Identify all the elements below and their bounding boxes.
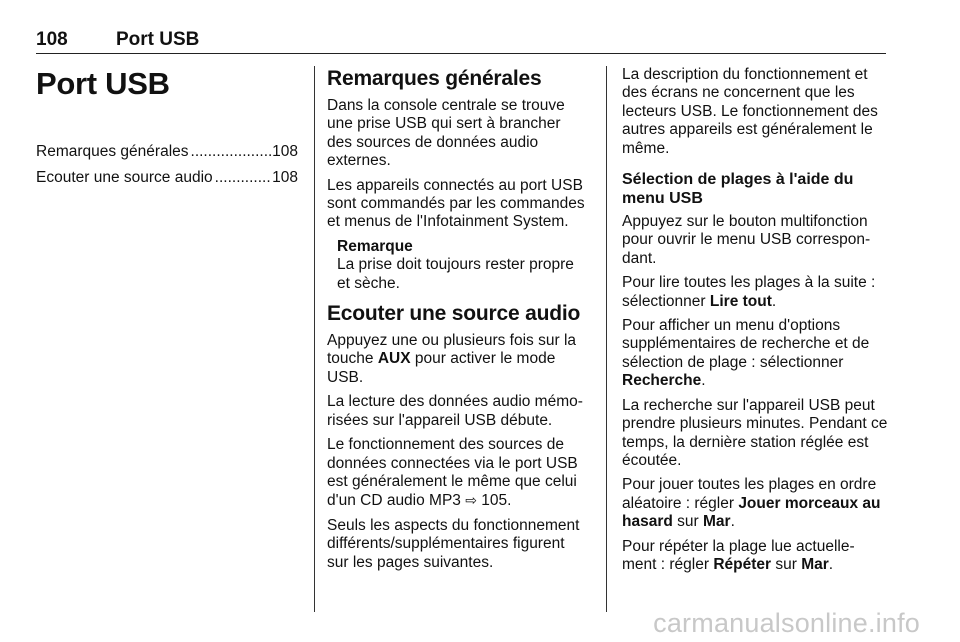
paragraph: Pour jouer toutes les plages en ordre aléatoire : régler Jouer morceaux au hasard sur Mar.: [622, 476, 881, 531]
paragraph: La lecture des données audio mémo- risées sur l'appareil USB débute.: [327, 393, 583, 429]
paragraph: La description du fonctionnement et des écrans ne concernent que les lecteurs USB. Le fonctionnement des autres appareils est généralement le même.: [622, 66, 878, 157]
toc-entry-label: Ecouter une source audio: [36, 169, 213, 186]
column-middle: [327, 66, 589, 578]
toc-entry-page: 108: [272, 169, 298, 186]
page-reference-arrow-icon: ⇨: [465, 492, 477, 509]
paragraph: Seuls les aspects du fonctionnement différents/supplémentaires figurent sur les pages suivantes.: [327, 516, 580, 571]
section-heading-general-remarks: Remarques générales: [327, 67, 542, 90]
paragraph: Appuyez une ou plusieurs fois sur la touche AUX pour activer le mode USB.: [327, 332, 577, 386]
column-divider-1: [314, 66, 315, 612]
toc-entry-general-remarks[interactable]: [36, 142, 298, 161]
page-header: [36, 27, 886, 54]
note-label: Remarque: [337, 237, 413, 255]
column-contents: [36, 66, 298, 194]
aux-key-label: AUX: [377, 350, 411, 368]
toc-entry-page: 108: [272, 143, 298, 160]
column-right: [622, 66, 888, 580]
page-number: 108: [36, 29, 68, 50]
paragraph: Pour lire toutes les plages à la suite : sélectionner Lire tout.: [622, 274, 876, 310]
toc-entry-listen-audio[interactable]: [36, 168, 298, 187]
watermark: carmanualsonline.info: [653, 608, 920, 638]
note-box: [327, 238, 589, 293]
paragraph: Les appareils connectés au port USB sont commandés par les commandes et menus de l'Infotainment System.: [327, 176, 585, 231]
section-heading-listen-audio: Ecouter une source audio: [327, 302, 581, 326]
column-divider-2: [606, 66, 607, 612]
header-title: Port USB: [116, 29, 200, 50]
paragraph: Pour afficher un menu d'options supplémentaires de recherche et de sélection de plage : sélectionner Recherche.: [622, 317, 870, 390]
note-text: La prise doit toujours rester propre et sèche.: [337, 256, 574, 292]
paragraph: Le fonctionnement des sources de données connectées via le port USB est généralement le même que celui d'un CD audio MP3 ⇨ 105.: [327, 436, 578, 510]
paragraph: Appuyez sur le bouton multifonction pour ouvrir le menu USB correspon- dant.: [622, 213, 871, 267]
paragraph: Dans la console centrale se trouve une prise USB qui sert à brancher des sources de données audio externes.: [327, 97, 565, 170]
chapter-title: Port USB: [36, 66, 170, 101]
subheading-track-selection: Sélection de plages à l'aide du menu USB: [622, 171, 854, 208]
toc-entry-label: Remarques générales: [36, 143, 189, 160]
toc-leader-dots: [189, 142, 273, 161]
paragraph: Pour répéter la plage lue actuelle- ment : régler Répéter sur Mar.: [622, 537, 855, 573]
paragraph: La recherche sur l'appareil USB peut prendre plusieurs minutes. Pendant ce temps, la dernière station réglée est écoutée.: [622, 396, 888, 469]
toc-leader-dots: [213, 168, 272, 187]
